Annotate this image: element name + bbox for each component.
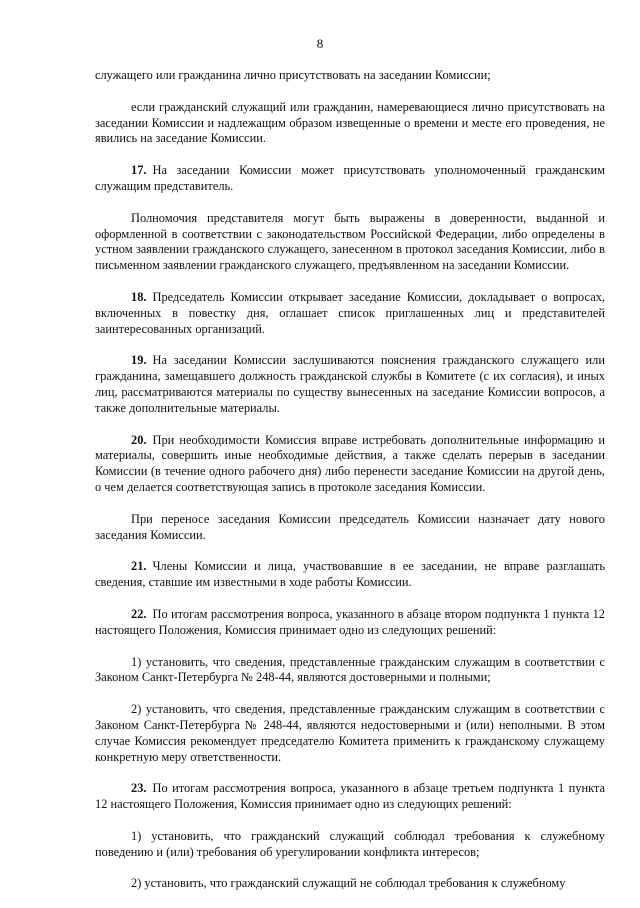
list-item [95,702,605,765]
paragraph-text: На заседании Комиссии может присутствовать уполномоченный гражданским служащим представитель. [95,163,605,193]
paragraph-21 [95,559,605,591]
paragraph-text: служащего или гражданина лично присутствовать на заседании Комиссии; [95,68,491,82]
list-item [95,829,605,861]
paragraph-19 [95,353,605,416]
paragraph-23 [95,781,605,813]
paragraph-22 [95,607,605,639]
paragraph-text: При переносе заседания Комиссии председатель Комиссии назначает дату нового заседания Комиссии. [95,511,605,542]
list-item [95,655,605,687]
paragraph-text: 1) установить, что гражданский служащий соблюдал требования к служебному поведению и (или) требования об урегулировании конфликта интересов; [95,828,605,859]
paragraph-number: 18. [131,289,147,304]
paragraph-text: При необходимости Комиссия вправе истребовать дополнительные информацию и материалы, совершить иные необходимые действия, а также сделать перерыв в заседании Комиссии (в течение одного рабочего дня) либо перенести заседание Комиссии на другой день, о чем делается соответствующая запись в протоколе заседания Комиссии. [95,432,605,494]
paragraph-text: Председатель Комиссии открывает заседание Комиссии, докладывает о вопросах, включенных в повестку дня, оглашает список приглашенных лиц и представителей заинтересованных организаций. [95,289,605,336]
paragraph-text: Члены Комиссии и лица, участвовавшие в ее заседании, не вправе разглашать сведения, ставшие им известными в ходе работы Комиссии. [95,559,605,590]
paragraph-18 [95,290,605,337]
paragraph-text: На заседании Комиссии заслушиваются пояснения гражданского служащего или гражданина, замещавшего должность гражданской службы в Комитете (с их согласия), и иных лиц, рассматриваются материалы по существу вынесенных на заседание Комиссии вопросов, а также дополнительные материалы. [95,353,605,415]
paragraph-text: По итогам рассмотрения вопроса, указанного в абзаце третьем подпункта 1 пункта 12 настоящего Положения, Комиссия принимает одно из следующих решений: [95,781,605,812]
document-body [95,68,605,908]
paragraph-17 [95,163,605,195]
paragraph-20 [95,433,605,496]
paragraph-text: Полномочия представителя могут быть выражены в доверенности, выданной и оформленной в соответствии с законодательством Российской Федерации, либо определены в устном заявлении гражданского служащего, занесенном в протокол заседания Комиссии, либо в письменном заявлении гражданского служащего, предъявленном на заседании Комиссии. [95,210,605,273]
paragraph-text: 1) установить, что сведения, представленные гражданским служащим в соответствии с Законом Санкт-Петербурга № 248-44, являются достоверными и полными; [95,654,605,685]
paragraph-continuation [95,68,605,84]
paragraph-text: По итогам рассмотрения вопроса, указанного в абзаце втором подпункта 1 пункта 12 настоящего Положения, Комиссия принимает одно из следующих решений: [95,606,605,637]
paragraph [95,211,605,274]
paragraph-text: 2) установить, что сведения, представленные гражданским служащим в соответствии с Законом Санкт-Петербурга № 248-44, являются недостоверными и (или) неполными. В этом случае Комиссия рекомендует председателю Комитета применить к гражданскому служащему конкретную меру ответственности. [95,702,605,764]
paragraph-text: если гражданский служащий или гражданин, намеревающиеся лично присутствовать на заседании Комиссии и надлежащим образом извещенные о времени и месте его проведения, не явились на заседание Комиссии. [95,99,605,146]
paragraph-number: 22. [131,606,147,621]
paragraph-text: 2) установить, что гражданский служащий не соблюдал требования к служебному [131,876,566,891]
paragraph [95,512,605,544]
paragraph [95,100,605,147]
paragraph-number: 23. [131,781,147,796]
page-number: 8 [316,36,324,51]
paragraph-number: 20. [131,432,147,447]
paragraph-number: 21. [131,559,147,574]
paragraph-number: 19. [131,353,147,368]
paragraph-number: 17. [131,163,147,178]
list-item [95,876,605,892]
